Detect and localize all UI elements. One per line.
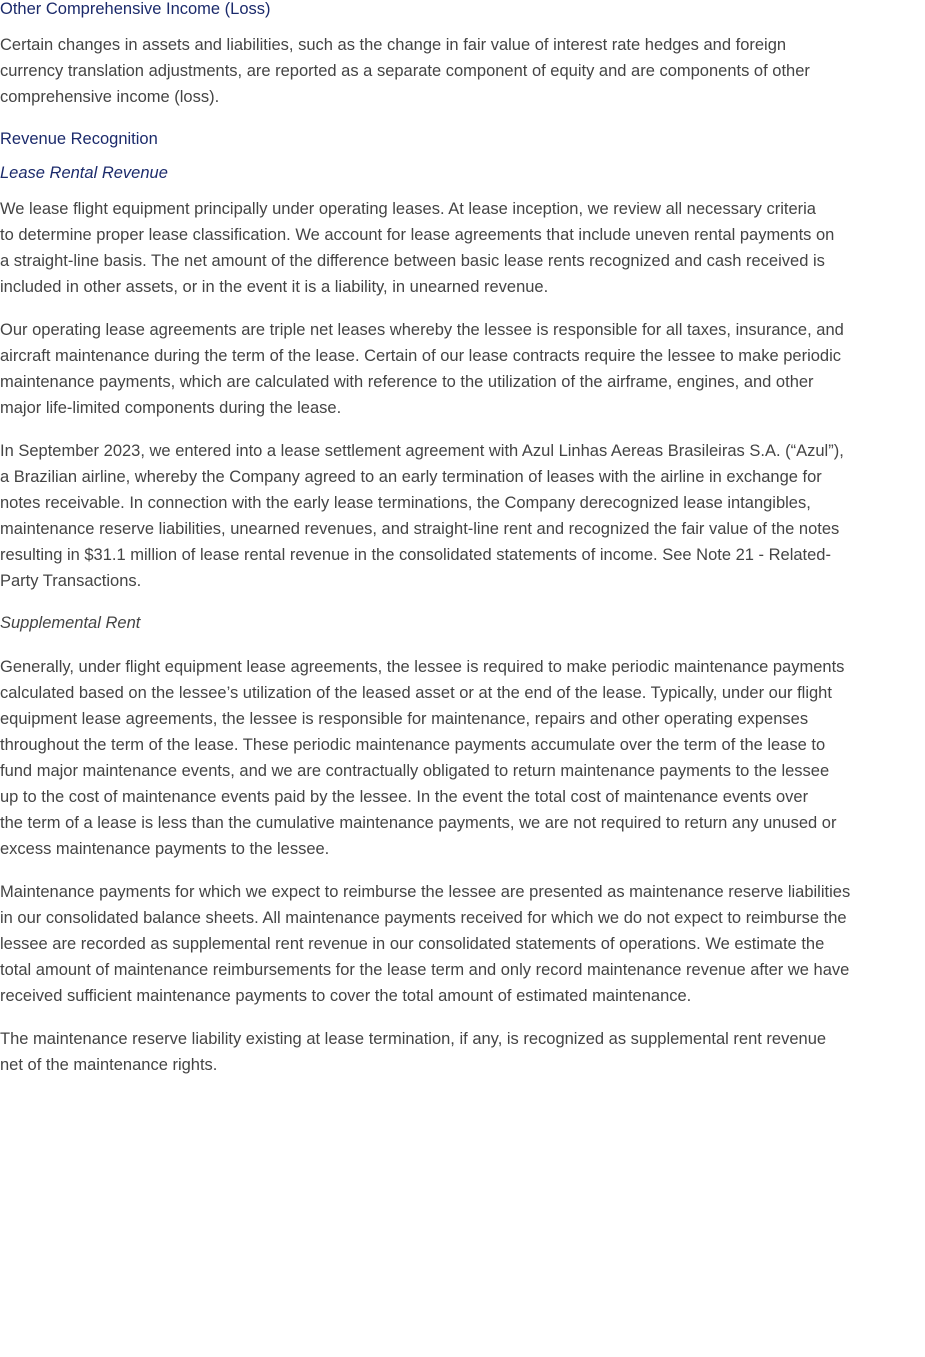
paragraph-line: total amount of maintenance reimbursements for the lease term and only record maintenance revenue after we have: [0, 961, 850, 979]
paragraph-line: net of the maintenance rights.: [0, 1056, 218, 1074]
lease-paragraph-3: [0, 438, 844, 594]
paragraph-line: up to the cost of maintenance events paid by the lessee. In the event the total cost of maintenance events over: [0, 788, 809, 806]
paragraph-line: maintenance payments, which are calculated with reference to the utilization of the airframe, engines, and other: [0, 373, 814, 391]
paragraph-line: fund major maintenance events, and we are contractually obligated to return maintenance payments to the lessee: [0, 762, 830, 780]
paragraph-line: excess maintenance payments to the lessee.: [0, 840, 330, 858]
paragraph-line: maintenance reserve liabilities, unearned revenues, and straight-line rent and recognized the fair value of the notes: [0, 520, 840, 538]
paragraph-line: We lease flight equipment principally under operating leases. At lease inception, we review all necessary criteria: [0, 200, 816, 218]
paragraph-line: Maintenance payments for which we expect to reimburse the lessee are presented as maintenance reserve liabilities: [0, 883, 851, 901]
supplemental-paragraph-3: [0, 1026, 826, 1078]
lease-paragraph-1: [0, 196, 834, 300]
paragraph-line: currency translation adjustments, are reported as a separate component of equity and are components of other: [0, 62, 810, 80]
paragraph-line: Certain changes in assets and liabilities, such as the change in fair value of interest rate hedges and foreign: [0, 36, 787, 54]
paragraph-line: a straight-line basis. The net amount of the difference between basic lease rents recognized and cash received is: [0, 252, 825, 270]
paragraph-line: throughout the term of the lease. These periodic maintenance payments accumulate over the term of the lease to: [0, 736, 826, 754]
paragraph-line: Party Transactions.: [0, 572, 142, 590]
paragraph-line: resulting in $31.1 million of lease rental revenue in the consolidated statements of income. See Note 21 - Related-: [0, 546, 831, 564]
paragraph-line: in our consolidated balance sheets. All maintenance payments received for which we do not expect to reimburse the: [0, 909, 847, 927]
paragraph-line: to determine proper lease classification. We account for lease agreements that include uneven rental payments on: [0, 226, 835, 244]
paragraph-line: a Brazilian airline, whereby the Company agreed to an early termination of leases with the airline in exchange for: [0, 468, 822, 486]
paragraph-line: Generally, under flight equipment lease agreements, the lessee is required to make periodic maintenance payments: [0, 658, 845, 676]
oci-paragraph: [0, 32, 810, 110]
paragraph-line: the term of a lease is less than the cumulative maintenance payments, we are not required to return any unused or: [0, 814, 837, 832]
oci-heading: Other Comprehensive Income (Loss): [0, 0, 271, 18]
paragraph-line: calculated based on the lessee’s utilization of the leased asset or at the end of the lease. Typically, under our flight: [0, 684, 832, 702]
paragraph-line: included in other assets, or in the event it is a liability, in unearned revenue.: [0, 278, 549, 296]
paragraph-line: major life-limited components during the lease.: [0, 399, 342, 417]
supplemental-paragraph-1: [0, 654, 844, 862]
paragraph-line: received sufficient maintenance payments to cover the total amount of estimated maintenance.: [0, 987, 692, 1005]
supplemental-paragraph-2: [0, 879, 850, 1009]
paragraph-line: comprehensive income (loss).: [0, 88, 220, 106]
lease-paragraph-2: [0, 317, 844, 421]
paragraph-line: The maintenance reserve liability existing at lease termination, if any, is recognized as supplemental rent revenue: [0, 1030, 827, 1048]
lease-rental-revenue-heading: Lease Rental Revenue: [0, 164, 168, 182]
paragraph-line: lessee are recorded as supplemental rent revenue in our consolidated statements of operations. We estimate the: [0, 935, 825, 953]
paragraph-line: Our operating lease agreements are triple net leases whereby the lessee is responsible for all taxes, insurance, and: [0, 321, 844, 339]
paragraph-line: equipment lease agreements, the lessee is responsible for maintenance, repairs and other operating expenses: [0, 710, 809, 728]
paragraph-line: In September 2023, we entered into a lease settlement agreement with Azul Linhas Aereas Brasileiras S.A. (“Azul”),: [0, 442, 844, 460]
paragraph-line: notes receivable. In connection with the early lease terminations, the Company derecognized lease intangibles,: [0, 494, 811, 512]
revenue-recognition-heading: Revenue Recognition: [0, 130, 158, 148]
supplemental-rent-heading: Supplemental Rent: [0, 614, 141, 632]
paragraph-line: aircraft maintenance during the term of the lease. Certain of our lease contracts require the lessee to make periodic: [0, 347, 842, 365]
